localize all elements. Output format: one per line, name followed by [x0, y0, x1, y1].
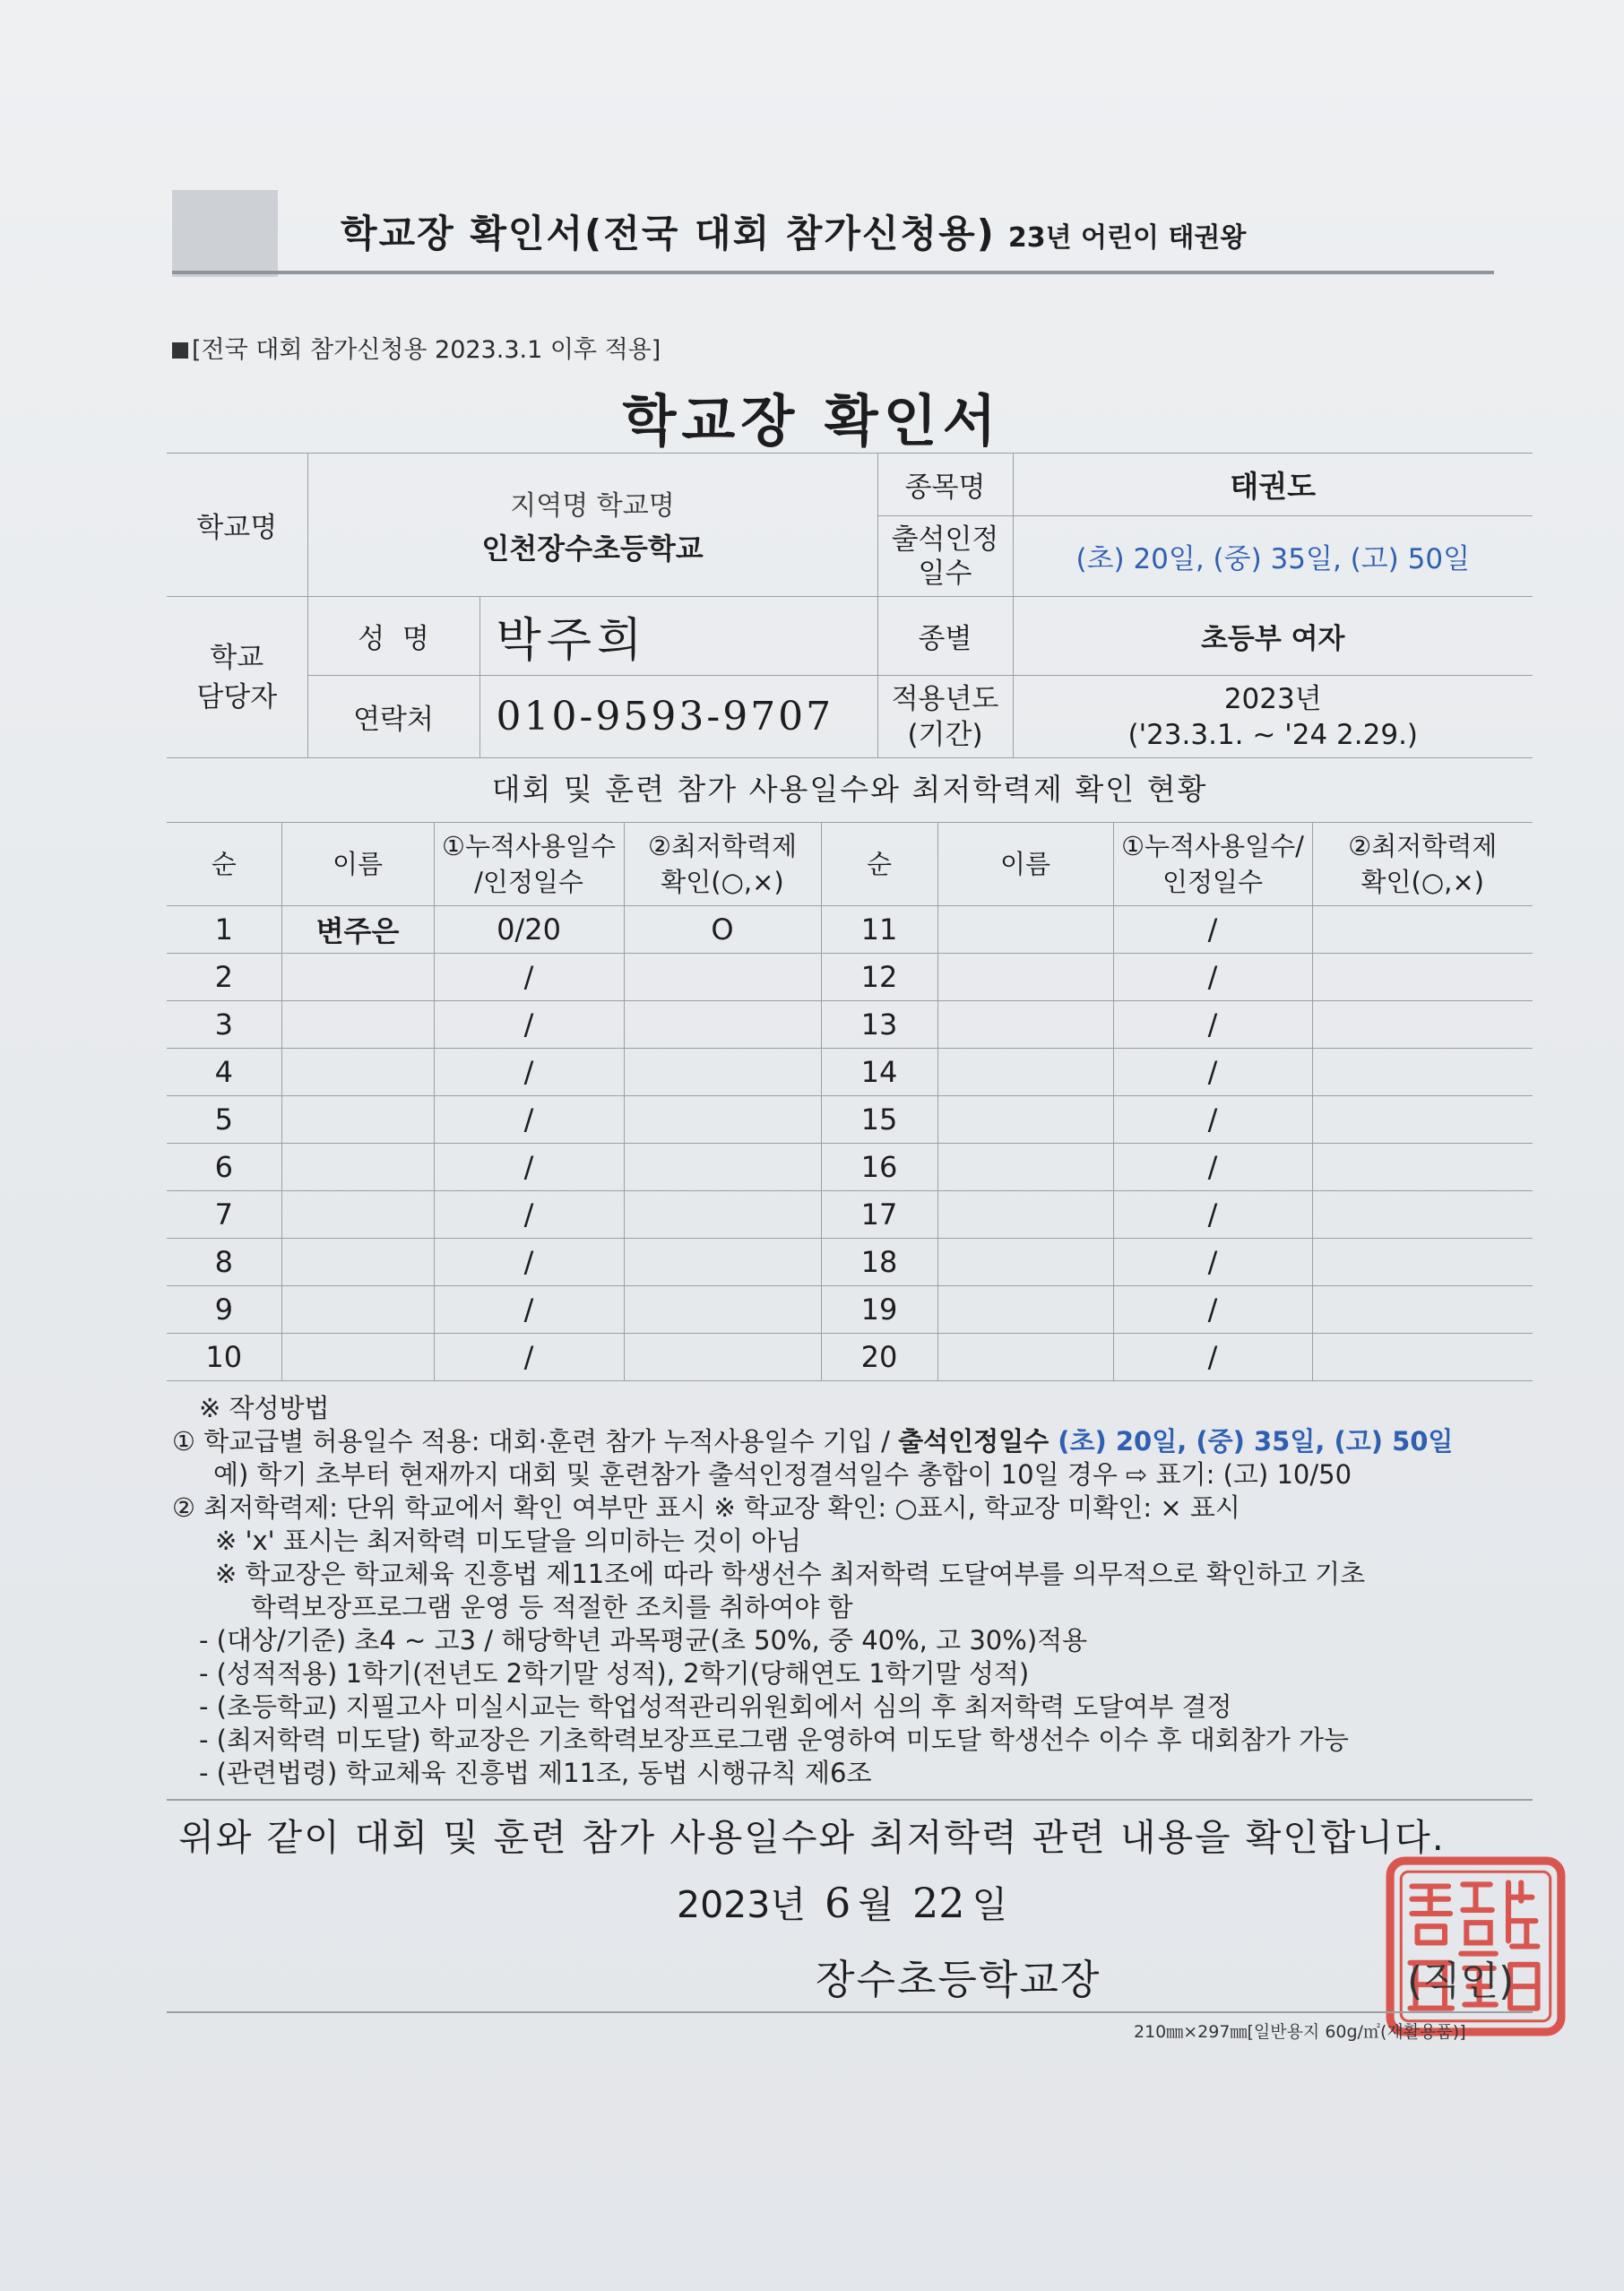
footer-rule: [167, 2011, 1533, 2013]
apply-note-text: [전국 대회 참가신청용 2023.3.1 이후 적용]: [192, 336, 661, 364]
status-title: 대회 및 훈련 참가 사용일수와 최저학력제 확인 현황: [491, 772, 1208, 807]
table-row: [167, 1239, 1533, 1286]
header-min-line1: ②최저학력제: [647, 831, 798, 861]
seq-cell: 8: [167, 1239, 281, 1286]
header-gray-block: [172, 190, 278, 277]
min-cell: [624, 1096, 821, 1144]
name-cell: [937, 1001, 1113, 1049]
square-bullet-icon: [172, 342, 188, 359]
seq-cell: 9: [167, 1286, 281, 1334]
name-value: 박주희: [479, 597, 877, 676]
year-label-line2: (기간): [907, 718, 983, 751]
days-cell: /: [434, 1096, 624, 1144]
days-cell: /: [1113, 1286, 1312, 1334]
name-label: 성 명: [307, 597, 479, 676]
school-label: 학교명: [167, 454, 307, 597]
name-cell: [937, 1239, 1113, 1286]
principal-title: 장수초등학교장: [816, 1956, 1101, 2003]
header-seq-right: 순: [821, 823, 937, 906]
signing-date: [677, 1875, 1007, 1928]
year-value-line2: ('23.3.1. ~ '24 2.29.): [1127, 718, 1419, 751]
school-cell: [307, 454, 877, 597]
name-cell: [937, 1049, 1113, 1096]
min-cell: [624, 1191, 821, 1239]
seq-cell: 2: [167, 954, 281, 1001]
seq-cell: 20: [821, 1334, 937, 1381]
seq-cell: 6: [167, 1144, 281, 1191]
days-cell: /: [1113, 906, 1312, 954]
instruction-item-1-blue: (초) 20일, (중) 35일, (고) 50일: [1049, 1426, 1454, 1457]
min-cell: [624, 1286, 821, 1334]
min-cell: [1312, 954, 1533, 1001]
name-cell: [937, 954, 1113, 1001]
days-cell: /: [434, 954, 624, 1001]
seq-cell: 19: [821, 1286, 937, 1334]
instruction-bullet: - (대상/기준) 초4 ~ 고3 / 해당학년 과목평균(초 50%, 중 40%, 고 30%)적용: [199, 1625, 1088, 1656]
days-cell: /: [434, 1191, 624, 1239]
date-month: 6: [825, 1879, 851, 1927]
date-day-unit: 일: [972, 1883, 1008, 1926]
instruction-note-2-line1: ※ 학교장은 학교체육 진흥법 제11조에 따라 학생선수 최저학력 도달여부를 의무적으로 확인하고 기초: [215, 1559, 1366, 1589]
table-row: [167, 1286, 1533, 1334]
min-cell: [1312, 1286, 1533, 1334]
table-row: [167, 906, 1533, 954]
min-cell: [1312, 1096, 1533, 1144]
min-cell: [1312, 1334, 1533, 1381]
name-cell: [281, 1239, 434, 1286]
table-row: [167, 1049, 1533, 1096]
min-cell: [1312, 1049, 1533, 1096]
school-sub-label: 지역명 학교명: [510, 489, 675, 522]
header-title-text: 학교장 확인서(전국 대회 참가신청용): [341, 212, 996, 255]
staff-label-line1: 학교: [210, 641, 264, 674]
instruction-bullet: - (최저학력 미도달) 학교장은 기초학력보장프로그램 운영하여 미도달 학생선수 이수 후 대회참가 가능: [199, 1725, 1350, 1755]
attendance-label: [877, 516, 1013, 597]
attendance-label-line2: 일수: [918, 557, 972, 590]
header-days-line2: /인정일수: [474, 867, 583, 897]
table-row: [167, 1144, 1533, 1191]
days-cell: 0/20: [434, 906, 624, 954]
min-cell: [624, 954, 821, 1001]
header-min-right: [1312, 823, 1533, 906]
year-label-line1: 적용년도: [891, 682, 999, 715]
instruction-item-2: ② 최저학력제: 단위 학교에서 확인 여부만 표시 ※ 학교장 확인: ○표시, 학교장 미확인: × 표시: [172, 1492, 1240, 1523]
name-cell: [281, 1096, 434, 1144]
confirm-statement: 위와 같이 대회 및 훈련 참가 사용일수와 최저학력 관련 내용을 확인합니다.: [178, 1816, 1446, 1859]
roster-table: [167, 822, 1533, 1381]
instruction-item-1: [172, 1425, 1534, 1458]
min-cell: O: [624, 906, 821, 954]
name-cell: [281, 1191, 434, 1239]
school-name: 인천장수초등학교: [481, 531, 704, 566]
instruction-bullet: - (관련법령) 학교체육 진흥법 제11조, 동법 시행규칙 제6조: [199, 1758, 872, 1788]
year-value-line1: 2023년: [1223, 682, 1322, 715]
seq-cell: 10: [167, 1334, 281, 1381]
days-cell: /: [1113, 1001, 1312, 1049]
days-cell: /: [1113, 1239, 1312, 1286]
apply-note: [172, 330, 661, 365]
header-days-right-line2: 인정일수: [1162, 867, 1264, 897]
header-min: [624, 823, 821, 906]
min-cell: [1312, 1001, 1533, 1049]
name-cell: 변주은: [281, 906, 434, 954]
seq-cell: 7: [167, 1191, 281, 1239]
instruction-item-1-bold: 출석인정일수: [898, 1426, 1050, 1457]
header-seq: 순: [167, 823, 281, 906]
roster-header-row: [167, 823, 1533, 906]
days-cell: /: [434, 1001, 624, 1049]
staff-label-line2: 담당자: [196, 680, 278, 713]
seq-cell: 5: [167, 1096, 281, 1144]
seq-cell: 11: [821, 906, 937, 954]
min-cell: [1312, 1144, 1533, 1191]
name-cell: [281, 1001, 434, 1049]
seq-cell: 17: [821, 1191, 937, 1239]
year-value: [1013, 676, 1533, 758]
seq-cell: 13: [821, 1001, 937, 1049]
header-name: 이름: [281, 823, 434, 906]
header-name-right: 이름: [937, 823, 1113, 906]
category-value: 초등부 여자: [1013, 597, 1533, 676]
seq-cell: 3: [167, 1001, 281, 1049]
name-cell: [281, 954, 434, 1001]
header-min-line2: 확인(○,×): [661, 867, 784, 897]
seq-cell: 18: [821, 1239, 937, 1286]
category-label: 종별: [877, 597, 1013, 676]
days-cell: /: [1113, 1334, 1312, 1381]
section-divider: [167, 1799, 1533, 1801]
name-cell: [281, 1286, 434, 1334]
min-cell: [1312, 906, 1533, 954]
attendance-value: (초) 20일, (중) 35일, (고) 50일: [1013, 516, 1533, 597]
seq-cell: 16: [821, 1144, 937, 1191]
min-cell: [624, 1001, 821, 1049]
date-day: 22: [911, 1879, 965, 1927]
seq-cell: 15: [821, 1096, 937, 1144]
seq-cell: 12: [821, 954, 937, 1001]
days-cell: /: [1113, 954, 1312, 1001]
days-cell: /: [1113, 1191, 1312, 1239]
instructions: [172, 1392, 1534, 1790]
instruction-item-1-text: ① 학교급별 허용일수 적용: 대회·훈련 참가 누적사용일수 기입 /: [172, 1426, 899, 1457]
min-cell: [1312, 1239, 1533, 1286]
instruction-bullet: - (성적적용) 1학기(전년도 2학기말 성적), 2학기(당해연도 1학기말 성적): [199, 1658, 1030, 1689]
official-seal-stamp: [1385, 1855, 1567, 2037]
year-label: [877, 676, 1013, 758]
seq-cell: 4: [167, 1049, 281, 1096]
days-cell: /: [434, 1286, 624, 1334]
name-cell: [937, 1334, 1113, 1381]
header-min-right-line1: ②최저학력제: [1348, 831, 1498, 861]
seal-label: (직인): [1407, 1958, 1515, 2004]
name-cell: [937, 1286, 1113, 1334]
table-row: [167, 1001, 1533, 1049]
paper-size-note: 210㎜×297㎜[일반용지 60g/㎡(재활용품)]: [1134, 2022, 1466, 2042]
min-cell: [1312, 1191, 1533, 1239]
name-cell: [937, 1144, 1113, 1191]
table-row: [167, 954, 1533, 1001]
min-cell: [624, 1334, 821, 1381]
contact-value: 010-9593-9707: [479, 676, 877, 758]
main-title: 학교장 확인서: [622, 388, 1002, 454]
instruction-example: 예) 학기 초부터 현재까지 대회 및 훈련참가 출석인정결석일수 총합이 10일 경우 ⇨ 표기: (고) 10/50: [213, 1459, 1352, 1490]
days-cell: /: [434, 1334, 624, 1381]
attendance-label-line1: 출석인정: [891, 523, 999, 556]
header-days-right: [1113, 823, 1312, 906]
contact-label: 연락처: [307, 676, 479, 758]
event-label: 종목명: [877, 454, 1013, 516]
seq-cell: 14: [821, 1049, 937, 1096]
name-cell: [937, 1191, 1113, 1239]
header-days-right-line1: ①누적사용일수/: [1121, 831, 1304, 861]
header-days-line1: ①누적사용일수: [441, 831, 617, 861]
instruction-note-2-line2: 학력보장프로그램 운영 등 적절한 조치를 취하여야 함: [251, 1592, 853, 1622]
date-month-unit: 월: [858, 1883, 894, 1926]
instruction-note-1: ※ 'x' 표시는 최저학력 미도달을 의미하는 것이 아님: [215, 1526, 802, 1556]
table-row: [167, 1191, 1533, 1239]
seq-cell: 1: [167, 906, 281, 954]
days-cell: /: [434, 1239, 624, 1286]
header-subtitle: 23년 어린이 태권왕: [1007, 222, 1247, 254]
name-cell: [937, 906, 1113, 954]
min-cell: [624, 1239, 821, 1286]
staff-label: [167, 597, 307, 758]
days-cell: /: [1113, 1049, 1312, 1096]
instruction-bullet: - (초등학교) 지필고사 미실시교는 학업성적관리위원회에서 심의 후 최저학력 도달여부 결정: [199, 1691, 1232, 1722]
header-title: [341, 204, 1246, 258]
table-row: [167, 1334, 1533, 1381]
name-cell: [281, 1334, 434, 1381]
table-row: [167, 1096, 1533, 1144]
header-rule: [172, 271, 1494, 274]
days-cell: /: [1113, 1096, 1312, 1144]
date-year: 2023년: [677, 1883, 806, 1926]
name-cell: [937, 1096, 1113, 1144]
days-cell: /: [434, 1144, 624, 1191]
header-min-right-line2: 확인(○,×): [1361, 867, 1484, 897]
instructions-heading: ※ 작성방법: [199, 1393, 330, 1423]
min-cell: [624, 1144, 821, 1191]
info-table: [167, 453, 1533, 758]
header-days: [434, 823, 624, 906]
days-cell: /: [1113, 1144, 1312, 1191]
name-cell: [281, 1144, 434, 1191]
days-cell: /: [434, 1049, 624, 1096]
min-cell: [624, 1049, 821, 1096]
name-cell: [281, 1049, 434, 1096]
event-value: 태권도: [1013, 454, 1533, 516]
